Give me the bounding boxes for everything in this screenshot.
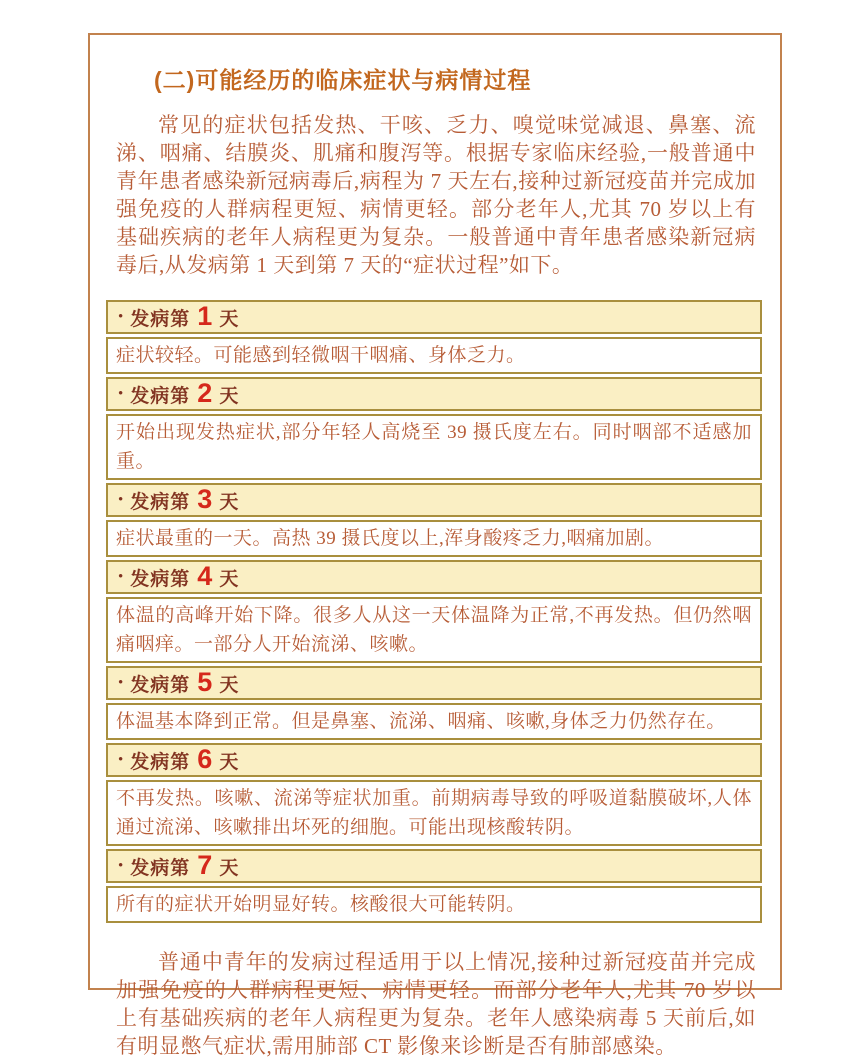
bullet-icon: • <box>118 857 124 874</box>
day-label-suffix: 天 <box>219 674 240 696</box>
day-content: 症状最重的一天。高热 39 摄氏度以上,浑身酸疼乏力,咽痛加剧。 <box>106 520 762 557</box>
day-header <box>106 743 762 777</box>
day-header <box>106 560 762 594</box>
day-content: 体温基本降到正常。但是鼻塞、流涕、咽痛、咳嗽,身体乏力仍然存在。 <box>106 703 762 740</box>
day-label-prefix: 发病第 <box>130 491 191 513</box>
day-content: 开始出现发热症状,部分年轻人高烧至 39 摄氏度左右。同时咽部不适感加重。 <box>106 414 762 480</box>
day-label-prefix: 发病第 <box>130 751 191 773</box>
day-content: 体温的高峰开始下降。很多人从这一天体温降为正常,不再发热。但仍然咽痛咽痒。一部分人开始流涕、咳嗽。 <box>106 597 762 663</box>
day-content: 症状较轻。可能感到轻微咽干咽痛、身体乏力。 <box>106 337 762 374</box>
day-table <box>106 300 762 923</box>
day-label-prefix: 发病第 <box>130 308 191 330</box>
day-header <box>106 849 762 883</box>
intro-paragraph: 常见的症状包括发热、干咳、乏力、嗅觉味觉减退、鼻塞、流涕、咽痛、结膜炎、肌痛和腹泻等。根据专家临床经验,一般普通中青年患者感染新冠病毒后,病程为 7 天左右,接种过新冠疫苗并完成加强免疫的人群病程更短、病情更轻。部分老年人,尤其 70 岁以上有基础疾病的老年人病程更为复杂。一般普通中青年患者感染新冠病毒后,从发病第 1 天到第 7 天的“症状过程”如下。 <box>116 113 756 277</box>
day-number: 7 <box>197 849 213 880</box>
bullet-icon: • <box>118 491 124 508</box>
day-number: 6 <box>197 743 213 774</box>
day-label-suffix: 天 <box>219 491 240 513</box>
day-label-prefix: 发病第 <box>130 857 191 879</box>
day-number: 3 <box>197 483 213 514</box>
day-label-prefix: 发病第 <box>130 674 191 696</box>
document-content <box>90 35 780 1060</box>
day-header <box>106 666 762 700</box>
day-label-suffix: 天 <box>219 751 240 773</box>
page-border-frame <box>88 33 782 1058</box>
day-label-prefix: 发病第 <box>130 568 191 590</box>
day-header <box>106 483 762 517</box>
day-content: 所有的症状开始明显好转。核酸很大可能转阴。 <box>106 886 762 923</box>
bullet-icon: • <box>118 308 124 325</box>
closing-paragraph: 普通中青年的发病过程适用于以上情况,接种过新冠疫苗并完成加强免疫的人群病程更短、病情更轻。而部分老年人,尤其 70 岁以上有基础疾病的老年人病程更为复杂。老年人感染病毒 5 天前后,如有明显憋气症状,需用肺部 CT 影像来诊断是否有肺部感染。 <box>116 950 756 1058</box>
day-label-suffix: 天 <box>219 385 240 407</box>
bullet-icon: • <box>118 385 124 402</box>
bullet-icon: • <box>118 568 124 585</box>
day-header <box>106 300 762 334</box>
document-title: (二)可能经历的临床症状与病情过程 <box>154 67 532 93</box>
day-number: 4 <box>197 560 213 591</box>
day-header <box>106 377 762 411</box>
day-label-suffix: 天 <box>219 857 240 879</box>
day-number: 5 <box>197 666 213 697</box>
day-number: 2 <box>197 377 213 408</box>
day-label-suffix: 天 <box>219 568 240 590</box>
day-label-prefix: 发病第 <box>130 385 191 407</box>
day-label-suffix: 天 <box>219 308 240 330</box>
bullet-icon: • <box>118 674 124 691</box>
day-content: 不再发热。咳嗽、流涕等症状加重。前期病毒导致的呼吸道黏膜破坏,人体通过流涕、咳嗽排出坏死的细胞。可能出现核酸转阴。 <box>106 780 762 846</box>
bullet-icon: • <box>118 751 124 768</box>
day-number: 1 <box>197 300 213 331</box>
